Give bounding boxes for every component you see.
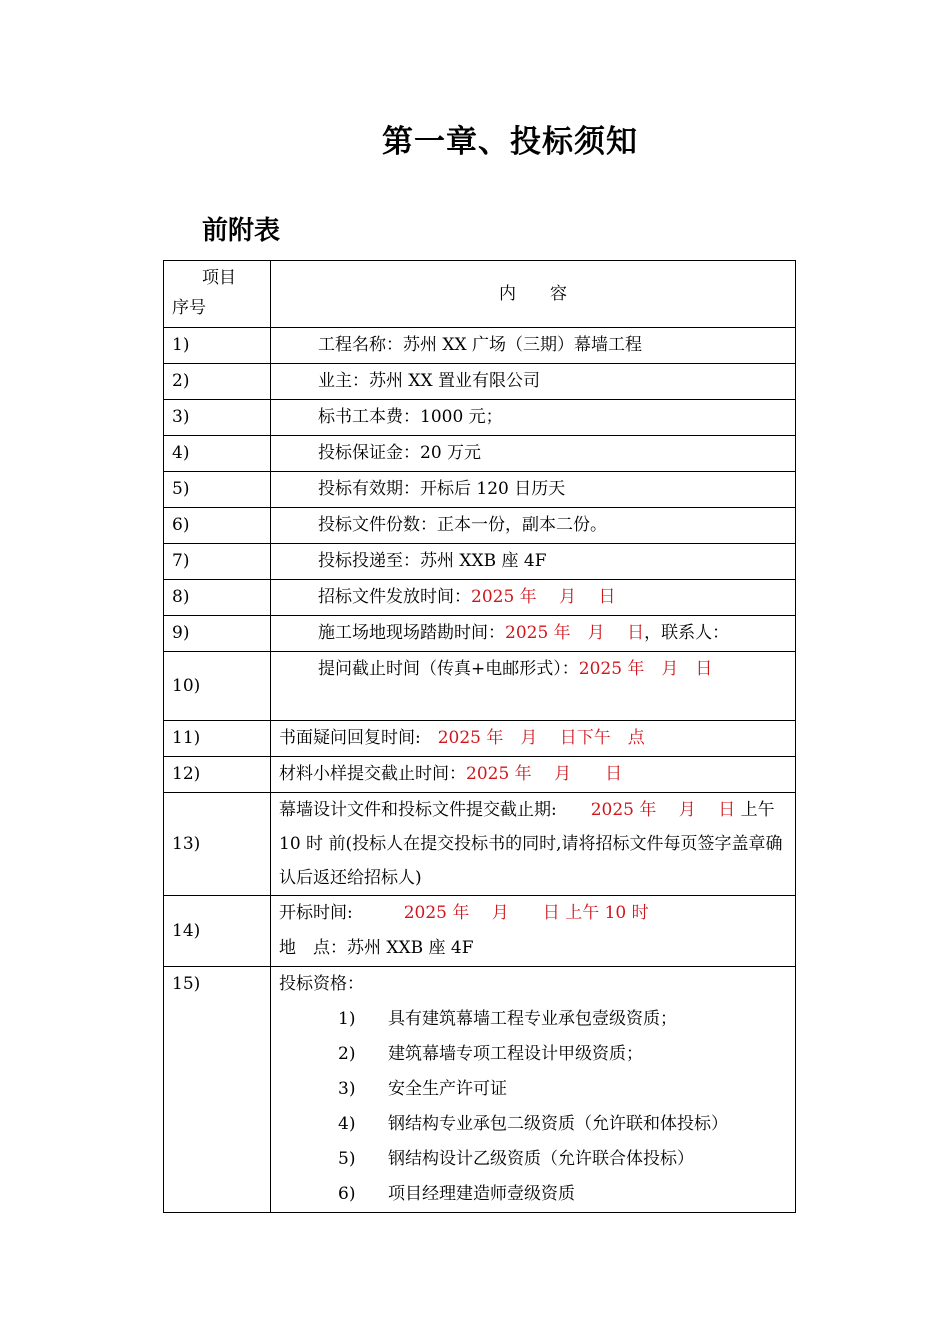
row-label: 提问截止时间（传真+电邮形式）： xyxy=(318,659,579,679)
table-row xyxy=(164,652,796,721)
row-number: 9) xyxy=(164,616,271,652)
row-number: 5) xyxy=(164,472,271,508)
list-item xyxy=(271,1037,787,1072)
opening-time-line xyxy=(279,896,787,931)
row-label: 书面疑问回复时间: xyxy=(279,728,438,748)
table-row xyxy=(164,544,796,580)
date-placeholder: 2025 年 月 日 xyxy=(578,659,713,679)
list-item xyxy=(271,1107,787,1142)
row-number: 10) xyxy=(164,652,271,721)
table-row xyxy=(164,616,796,652)
page-title: 第一章、投标须知 xyxy=(382,124,638,160)
row-content: 工程名称：苏州 XX 广场（三期）幕墙工程 xyxy=(271,328,796,364)
row-content xyxy=(271,580,796,616)
list-item xyxy=(271,1142,787,1177)
row-number: 14) xyxy=(164,896,271,967)
list-item-text: 安全生产许可证 xyxy=(388,1079,507,1099)
table-header-row xyxy=(164,261,796,328)
row-number: 4) xyxy=(164,436,271,472)
list-item-text: 钢结构专业承包二级资质（允许联和体投标） xyxy=(388,1114,728,1134)
bid-info-table xyxy=(163,260,796,1213)
row-label: 施工场地现场踏勘时间： xyxy=(318,623,505,643)
row-number: 7) xyxy=(164,544,271,580)
row-label: 材料小样提交截止时间： xyxy=(279,764,466,784)
row-suffix: ，联系人： xyxy=(644,623,730,643)
list-item-number: 5) xyxy=(338,1149,356,1169)
row-content: 标书工本费：1000 元； xyxy=(271,400,796,436)
header-num-line2: 序号 xyxy=(172,298,206,318)
row-content: 投标保证金：20 万元 xyxy=(271,436,796,472)
header-content-cell: 内 容 xyxy=(271,261,796,328)
row-content: 业主：苏州 XX 置业有限公司 xyxy=(271,364,796,400)
table-row xyxy=(164,328,796,364)
row-number: 1) xyxy=(164,328,271,364)
row-content xyxy=(271,757,796,793)
row-number: 6) xyxy=(164,508,271,544)
header-number-cell xyxy=(164,261,271,328)
row-number: 12) xyxy=(164,757,271,793)
row-label: 开标时间: xyxy=(279,903,404,923)
row-number: 8) xyxy=(164,580,271,616)
row-content xyxy=(271,616,796,652)
list-item-number: 1) xyxy=(338,1009,356,1029)
header-num-line1: 项目 xyxy=(202,268,236,288)
table-row xyxy=(164,967,796,1213)
row-content xyxy=(271,896,796,967)
list-item-number: 6) xyxy=(338,1184,356,1204)
list-item-text: 项目经理建造师壹级资质 xyxy=(388,1184,575,1204)
row-content xyxy=(271,652,796,721)
row-label: 招标文件发放时间： xyxy=(318,587,471,607)
table-row xyxy=(164,721,796,757)
table-row xyxy=(164,472,796,508)
row-content: 投标文件份数：正本一份，副本二份。 xyxy=(271,508,796,544)
date-placeholder: 2025 年 月 日 上午 10 时 xyxy=(403,903,649,923)
list-item xyxy=(271,1072,787,1107)
list-item-text: 具有建筑幕墙工程专业承包壹级资质； xyxy=(388,1009,677,1029)
table-row xyxy=(164,757,796,793)
table-row xyxy=(164,580,796,616)
row-number: 3) xyxy=(164,400,271,436)
list-item-number: 4) xyxy=(338,1114,356,1134)
list-item xyxy=(271,1002,787,1037)
list-item-text: 建筑幕墙专项工程设计甲级资质； xyxy=(388,1044,643,1064)
row-content xyxy=(271,793,796,896)
date-placeholder: 2025 年 月 日 xyxy=(466,764,623,784)
row-number: 11) xyxy=(164,721,271,757)
date-placeholder: 2025 年 月 日 xyxy=(590,800,736,820)
row-number: 15) xyxy=(164,967,271,1213)
table-row xyxy=(164,364,796,400)
row-number: 13) xyxy=(164,793,271,896)
list-item-number: 3) xyxy=(338,1079,356,1099)
opening-location-line: 地 点：苏州 XXB 座 4F xyxy=(279,938,474,958)
table-row xyxy=(164,400,796,436)
row-content: 投标投递至：苏州 XXB 座 4F xyxy=(271,544,796,580)
table-row xyxy=(164,436,796,472)
section-subtitle: 前附表 xyxy=(202,216,281,246)
row-content: 投标有效期：开标后 120 日历天 xyxy=(271,472,796,508)
row-content xyxy=(271,967,796,1213)
date-placeholder: 2025 年 月 日下午 点 xyxy=(437,728,645,748)
table-row xyxy=(164,793,796,896)
row-label: 幕墙设计文件和投标文件提交截止期: xyxy=(279,800,591,820)
row-number: 2) xyxy=(164,364,271,400)
row-label: 投标资格： xyxy=(279,974,364,994)
list-item-number: 2) xyxy=(338,1044,356,1064)
row-content xyxy=(271,721,796,757)
list-item-text: 钢结构设计乙级资质（允许联合体投标） xyxy=(388,1149,694,1169)
row-suffix: 上午 10 时 前(投标人在提交投标书的同时,请将招标文件每页签字盖章确认后返还给招标人) xyxy=(279,800,783,888)
table-row xyxy=(164,508,796,544)
date-placeholder: 2025 年 月 日 xyxy=(471,587,616,607)
list-item xyxy=(271,1177,787,1212)
table-row xyxy=(164,896,796,967)
date-placeholder: 2025 年 月 日 xyxy=(505,623,645,643)
